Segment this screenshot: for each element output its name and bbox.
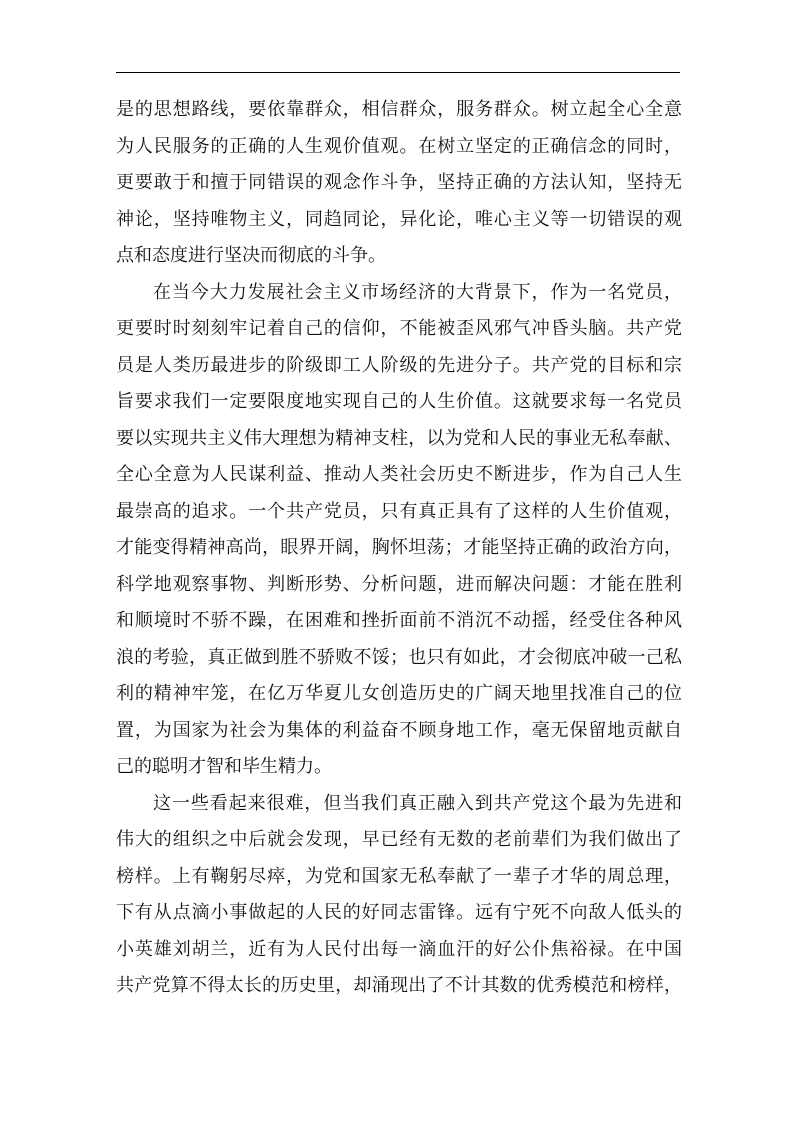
text-line: 置，为国家为社会为集体的利益奋不顾身地工作，毫无保留地贡献自: [116, 719, 682, 741]
text-line: 点和态度进行坚决而彻底的斗争。: [116, 245, 386, 266]
paragraph-3: [116, 786, 682, 1005]
text-line: 下有从点滴小事做起的人民的好同志雷锋。远有宁死不向敌人低头的: [116, 902, 682, 923]
text-line: 榜样。上有鞠躬尽瘁，为党和国家无私奉献了一辈子才华的周总理，: [116, 865, 682, 887]
text-line: 己的聪明才智和毕生精力。: [116, 756, 332, 777]
text-line: 浪的考验，真正做到胜不骄败不馁；也只有如此，才会彻底冲破一己私: [116, 646, 682, 668]
text-line: 在当今大力发展社会主义市场经济的大背景下，作为一名党员，: [153, 281, 682, 303]
text-line: 神论，坚持唯物主义，同趋同论，异化论，唯心主义等一切错误的观: [116, 208, 682, 230]
text-line: 小英雄刘胡兰，近有为人民付出每一滴血汗的好公仆焦裕禄。在中国: [116, 938, 682, 960]
text-line: 全心全意为人民谋利益、推动人类社会历史不断进步，作为自己人生: [116, 464, 682, 485]
text-line: 更要时时刻刻牢记着自己的信仰，不能被歪风邪气冲昏头脑。共产党: [116, 318, 682, 339]
text-line: 才能变得精神高尚，眼界开阔，胸怀坦荡；才能坚持正确的政治方向，: [116, 537, 682, 558]
text-line: 为人民服务的正确的人生观价值观。在树立坚定的正确信念的同时，: [116, 135, 682, 157]
text-line: 是的思想路线，要依靠群众，相信群众，服务群众。树立起全心全意: [116, 99, 682, 120]
text-line: 和顺境时不骄不躁，在困难和挫折面前不消沉不动摇，经受住各种风: [116, 610, 682, 631]
paragraph-1: [116, 92, 682, 275]
text-line: 科学地观察事物、判断形势、分析问题，进而解决问题：才能在胜利: [116, 573, 682, 595]
text-line: 最崇高的追求。一个共产党员，只有真正具有了这样的人生价值观，: [116, 500, 682, 522]
header-rule: [116, 72, 680, 73]
text-line: 员是人类历最进步的阶级即工人阶级的先进分子。共产党的目标和宗: [116, 354, 682, 376]
text-line: 要以实现共主义伟大理想为精神支柱，以为党和人民的事业无私奉献、: [116, 427, 682, 449]
text-line: 共产党算不得太长的历史里，却涌现出了不计其数的优秀模范和榜样，: [116, 975, 682, 996]
text-line: 利的精神牢笼，在亿万华夏儿女创造历史的广阔天地里找准自己的位: [116, 683, 682, 704]
text-line: 伟大的组织之中后就会发现，早已经有无数的老前辈们为我们做出了: [116, 829, 682, 850]
text-line: 这一些看起来很难，但当我们真正融入到共产党这个最为先进和: [153, 792, 682, 814]
text-line: 旨要求我们一定要限度地实现自己的人生价值。这就要求每一名党员: [116, 391, 682, 412]
document-body: [116, 92, 682, 1005]
paragraph-2: [116, 275, 682, 786]
text-line: 更要敢于和擅于同错误的观念作斗争，坚持正确的方法认知，坚持无: [116, 172, 682, 193]
